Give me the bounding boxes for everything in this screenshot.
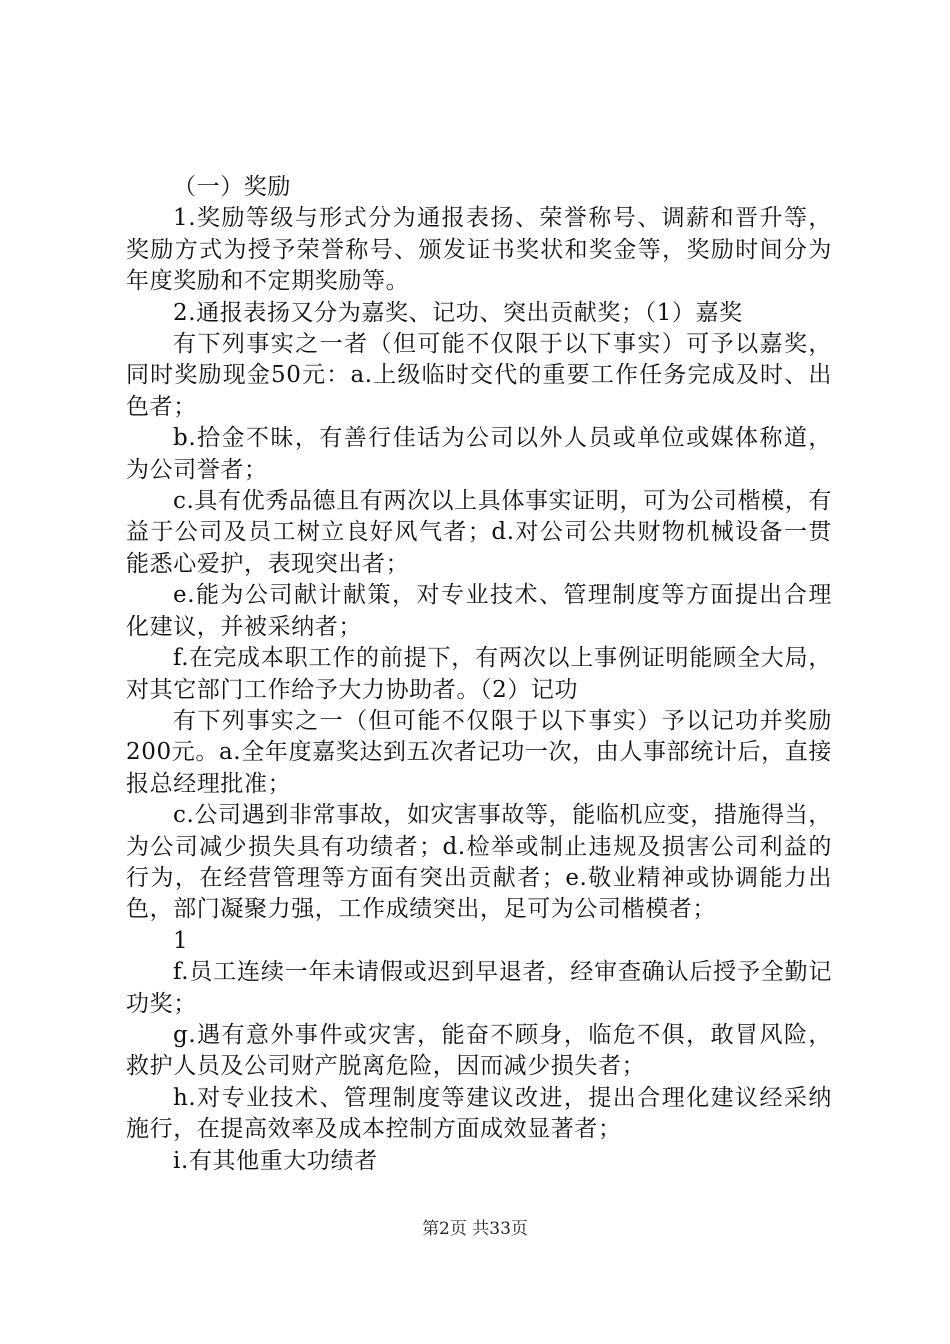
paragraph: c.具有优秀品德且有两次以上具体事实证明，可为公司楷模，有益于公司及员工树立良好风气者；d.对公司公共财物机械设备一贯能悉心爱护，表现突出者； (126, 488, 832, 577)
paragraph: 1.奖励等级与形式分为通报表扬、荣誉称号、调薪和晋升等，奖励方式为授予荣誉称号、颁发证书奖状和奖金等，奖励时间分为年度奖励和不定期奖励等。 (126, 205, 832, 295)
paragraph: h.对专业技术、管理制度等建议改进，提出合理化建议经采纳施行，在提高效率及成本控制方面成效显著者； (126, 1084, 832, 1143)
paragraph: b.拾金不昧，有善行佳话为公司以外人员或单位或媒体称道，为公司誉者； (126, 425, 832, 483)
section-heading: （一）奖励 (173, 174, 291, 200)
paragraph: 有下列事实之一（但可能不仅限于以下事实）予以记功并奖励200元。a.全年度嘉奖达到五次者记功一次，由人事部统计后，直接报总经理批准； (126, 707, 832, 797)
paragraph: f.员工连续一年未请假或迟到早退者，经审查确认后授予全勤记功奖； (126, 959, 832, 1017)
paragraph: i.有其他重大功绩者 (173, 1147, 378, 1174)
paragraph: c.公司遇到非常事故，如灾害事故等，能临机应变，措施得当，为公司减少损失具有功绩者；d.检举或制止违规及损害公司利益的行为，在经营管理等方面有突出贡献者；e.敬业精神或协调能力出色，部门凝聚力强，工作成绩突出，足可为公司楷模者； (126, 802, 832, 923)
document-body (126, 172, 832, 1177)
paragraph: f.在完成本职工作的前提下，有两次以上事例证明能顾全大局，对其它部门工作给予大力协助者。（2）记功 (126, 645, 832, 703)
page-footer: 第2页 共33页 (422, 1219, 528, 1239)
inline-page-number: 1 (173, 927, 189, 954)
paragraph: 2.通报表扬又分为嘉奖、记功、突出贡献奖；（1）嘉奖 (173, 299, 743, 326)
paragraph: e.能为公司献计献策，对专业技术、管理制度等方面提出合理化建议，并被采纳者； (126, 582, 832, 640)
paragraph: 有下列事实之一者（但可能不仅限于以下事实）可予以嘉奖，同时奖励现金50元：a.上级临时交代的重要工作任务完成及时、出色者； (126, 331, 832, 420)
paragraph: g.遇有意外事件或灾害，能奋不顾身，临危不俱，敢冒风险，救护人员及公司财产脱离危险，因而减少损失者； (126, 1021, 832, 1080)
